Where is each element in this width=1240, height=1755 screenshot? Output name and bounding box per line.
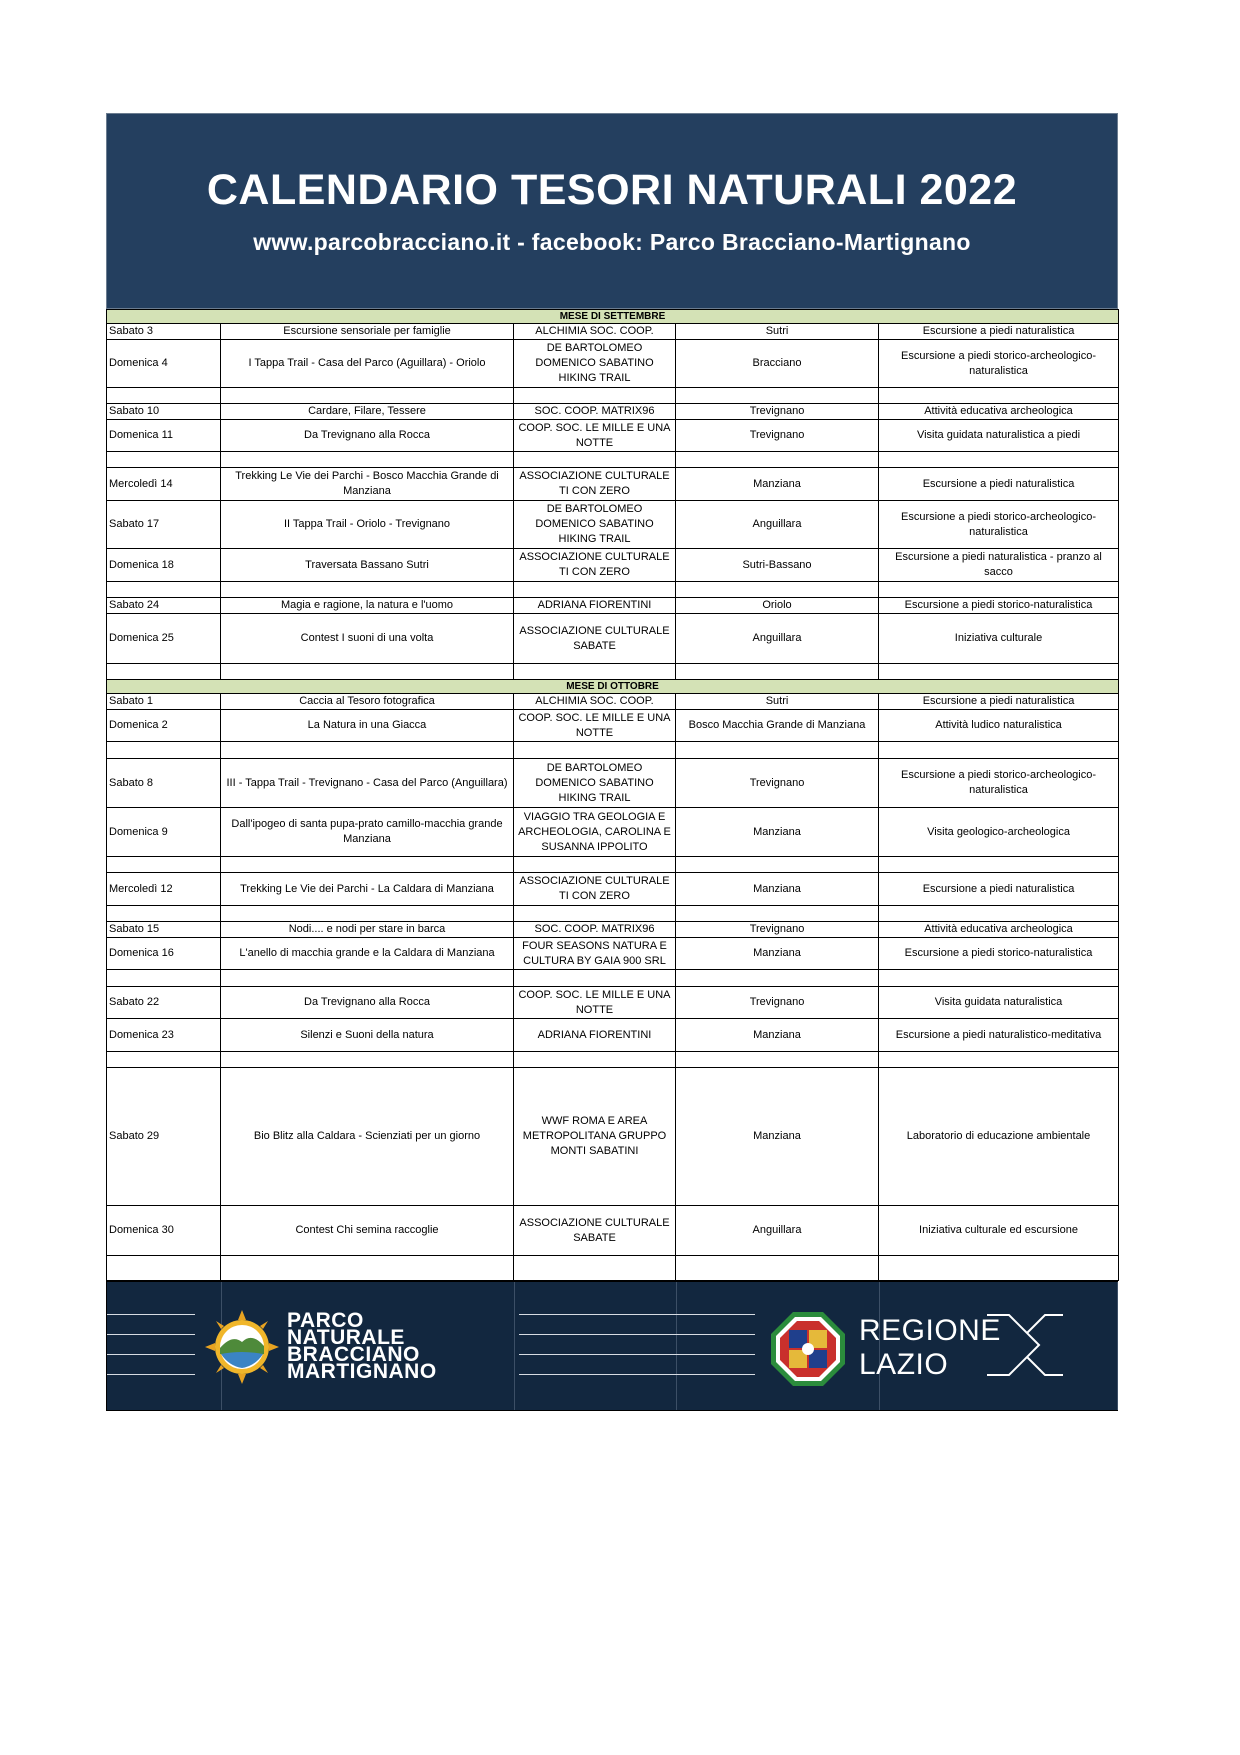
- event-organizer-cell: ADRIANA FIORENTINI: [514, 1019, 676, 1052]
- event-place-cell: Manziana: [676, 1019, 879, 1052]
- calendar-sheet: [106, 113, 1118, 1411]
- event-organizer-cell: COOP. SOC. LE MILLE E UNA NOTTE: [514, 987, 676, 1019]
- event-type-cell: [879, 970, 1119, 987]
- spacer-row: [107, 452, 1119, 468]
- event-title-cell: [221, 452, 514, 468]
- event-place-cell: Anguillara: [676, 614, 879, 664]
- event-day-cell: Domenica 11: [107, 420, 221, 452]
- event-day-cell: [107, 664, 221, 680]
- spacer-row: [107, 1256, 1119, 1281]
- event-organizer-cell: [514, 742, 676, 759]
- event-place-cell: [676, 970, 879, 987]
- table-row: [107, 1019, 1119, 1052]
- event-title-cell: Contest Chi semina raccoglie: [221, 1206, 514, 1256]
- spacer-row: [107, 970, 1119, 987]
- event-organizer-cell: ASSOCIAZIONE CULTURALE TI CON ZERO: [514, 468, 676, 501]
- title-banner: [106, 113, 1118, 309]
- event-day-cell: Sabato 1: [107, 694, 221, 710]
- event-title-cell: III - Tappa Trail - Trevignano - Casa del Parco (Anguillara): [221, 759, 514, 808]
- event-place-cell: Sutri: [676, 324, 879, 340]
- event-organizer-cell: [514, 1052, 676, 1068]
- event-type-cell: Escursione a piedi naturalistica: [879, 468, 1119, 501]
- event-type-cell: [879, 857, 1119, 873]
- event-day-cell: Domenica 23: [107, 1019, 221, 1052]
- table-row: [107, 404, 1119, 420]
- event-title-cell: [221, 1052, 514, 1068]
- event-day-cell: Sabato 29: [107, 1068, 221, 1206]
- spacer-row: [107, 664, 1119, 680]
- event-organizer-cell: SOC. COOP. MATRIX96: [514, 404, 676, 420]
- event-place-cell: Manziana: [676, 873, 879, 906]
- month-header-row: [107, 680, 1119, 694]
- month-header-row: [107, 310, 1119, 324]
- page-subtitle: www.parcobracciano.it - facebook: Parco Bracciano-Martignano: [253, 229, 971, 255]
- event-organizer-cell: ASSOCIAZIONE CULTURALE SABATE: [514, 614, 676, 664]
- event-type-cell: Escursione a piedi storico-archeologico-naturalistica: [879, 759, 1119, 808]
- table-row: [107, 501, 1119, 549]
- event-title-cell: Escursione sensoriale per famiglie: [221, 324, 514, 340]
- event-place-cell: Trevignano: [676, 987, 879, 1019]
- event-title-cell: Nodi.... e nodi per stare in barca: [221, 922, 514, 938]
- event-place-cell: [676, 664, 879, 680]
- event-title-cell: Bio Blitz alla Caldara - Scienziati per un giorno: [221, 1068, 514, 1206]
- event-title-cell: [221, 742, 514, 759]
- table-row: [107, 598, 1119, 614]
- table-row: [107, 710, 1119, 742]
- event-day-cell: [107, 452, 221, 468]
- event-day-cell: Domenica 16: [107, 938, 221, 970]
- event-organizer-cell: [514, 452, 676, 468]
- event-place-cell: Trevignano: [676, 404, 879, 420]
- event-organizer-cell: ASSOCIAZIONE CULTURALE TI CON ZERO: [514, 873, 676, 906]
- region-crest-logo-icon: [769, 1310, 847, 1388]
- event-day-cell: [107, 742, 221, 759]
- table-row: [107, 324, 1119, 340]
- event-day-cell: [107, 857, 221, 873]
- event-day-cell: [107, 582, 221, 598]
- event-day-cell: Mercoledì 14: [107, 468, 221, 501]
- event-place-cell: [676, 388, 879, 404]
- table-row: [107, 549, 1119, 582]
- event-type-cell: [879, 1256, 1119, 1281]
- event-type-cell: Iniziativa culturale ed escursione: [879, 1206, 1119, 1256]
- event-type-cell: Escursione a piedi naturalistica: [879, 694, 1119, 710]
- event-title-cell: [221, 857, 514, 873]
- event-title-cell: II Tappa Trail - Oriolo - Trevignano: [221, 501, 514, 549]
- event-day-cell: Mercoledì 12: [107, 873, 221, 906]
- event-title-cell: Magia e ragione, la natura e l'uomo: [221, 598, 514, 614]
- event-day-cell: Domenica 9: [107, 808, 221, 857]
- event-type-cell: Escursione a piedi naturalistica: [879, 324, 1119, 340]
- event-place-cell: Trevignano: [676, 759, 879, 808]
- event-day-cell: Domenica 4: [107, 340, 221, 388]
- spacer-row: [107, 1052, 1119, 1068]
- event-day-cell: Sabato 17: [107, 501, 221, 549]
- event-title-cell: Silenzi e Suoni della natura: [221, 1019, 514, 1052]
- spacer-row: [107, 857, 1119, 873]
- page-title: CALENDARIO TESORI NATURALI 2022: [206, 166, 1018, 214]
- event-title-cell: [221, 582, 514, 598]
- event-day-cell: Sabato 10: [107, 404, 221, 420]
- spacer-row: [107, 388, 1119, 404]
- event-day-cell: Sabato 3: [107, 324, 221, 340]
- event-day-cell: [107, 1052, 221, 1068]
- event-organizer-cell: [514, 857, 676, 873]
- event-day-cell: [107, 1256, 221, 1281]
- event-type-cell: [879, 906, 1119, 922]
- event-type-cell: Escursione a piedi storico-archeologico-naturalistica: [879, 340, 1119, 388]
- month-label: MESE DI SETTEMBRE: [107, 310, 1119, 324]
- event-day-cell: Sabato 22: [107, 987, 221, 1019]
- event-day-cell: [107, 388, 221, 404]
- event-organizer-cell: ADRIANA FIORENTINI: [514, 598, 676, 614]
- event-place-cell: [676, 857, 879, 873]
- event-place-cell: Manziana: [676, 468, 879, 501]
- month-label: MESE DI OTTOBRE: [107, 680, 1119, 694]
- park-sun-logo-icon: [205, 1310, 279, 1384]
- event-place-cell: Anguillara: [676, 501, 879, 549]
- region-x-mark-icon: [987, 1312, 1063, 1378]
- event-type-cell: Escursione a piedi storico-naturalistica: [879, 598, 1119, 614]
- event-title-cell: Contest I suoni di una volta: [221, 614, 514, 664]
- event-title-cell: Trekking Le Vie dei Parchi - La Caldara di Manziana: [221, 873, 514, 906]
- event-day-cell: Domenica 25: [107, 614, 221, 664]
- event-title-cell: Dall'ipogeo di santa pupa-prato camillo-macchia grande Manziana: [221, 808, 514, 857]
- event-place-cell: Manziana: [676, 1068, 879, 1206]
- event-place-cell: [676, 742, 879, 759]
- event-organizer-cell: [514, 906, 676, 922]
- event-type-cell: Escursione a piedi storico-archeologico-naturalistica: [879, 501, 1119, 549]
- event-organizer-cell: ASSOCIAZIONE CULTURALE SABATE: [514, 1206, 676, 1256]
- event-place-cell: [676, 906, 879, 922]
- table-row: [107, 759, 1119, 808]
- event-type-cell: Visita guidata naturalistica: [879, 987, 1119, 1019]
- event-organizer-cell: VIAGGIO TRA GEOLOGIA E ARCHEOLOGIA, CAROLINA E SUSANNA IPPOLITO: [514, 808, 676, 857]
- event-type-cell: Attività ludico naturalistica: [879, 710, 1119, 742]
- event-organizer-cell: [514, 1256, 676, 1281]
- event-type-cell: Escursione a piedi naturalistica: [879, 873, 1119, 906]
- event-place-cell: [676, 1052, 879, 1068]
- event-title-cell: Trekking Le Vie dei Parchi - Bosco Macchia Grande di Manziana: [221, 468, 514, 501]
- event-type-cell: [879, 664, 1119, 680]
- footer-banner: [106, 1281, 1118, 1411]
- event-place-cell: Oriolo: [676, 598, 879, 614]
- event-title-cell: Traversata Bassano Sutri: [221, 549, 514, 582]
- event-place-cell: Sutri: [676, 694, 879, 710]
- event-organizer-cell: FOUR SEASONS NATURA E CULTURA BY GAIA 900 SRL: [514, 938, 676, 970]
- event-place-cell: Trevignano: [676, 922, 879, 938]
- table-row: [107, 922, 1119, 938]
- event-place-cell: Bosco Macchia Grande di Manziana: [676, 710, 879, 742]
- event-place-cell: [676, 452, 879, 468]
- table-row: [107, 1206, 1119, 1256]
- table-row: [107, 468, 1119, 501]
- event-day-cell: Domenica 30: [107, 1206, 221, 1256]
- event-type-cell: Escursione a piedi storico-naturalistica: [879, 938, 1119, 970]
- event-type-cell: [879, 452, 1119, 468]
- event-organizer-cell: DE BARTOLOMEO DOMENICO SABATINO HIKING TRAIL: [514, 501, 676, 549]
- event-type-cell: [879, 742, 1119, 759]
- event-type-cell: [879, 388, 1119, 404]
- event-place-cell: Manziana: [676, 808, 879, 857]
- event-type-cell: Iniziativa culturale: [879, 614, 1119, 664]
- event-title-cell: Cardare, Filare, Tessere: [221, 404, 514, 420]
- event-title-cell: La Natura in una Giacca: [221, 710, 514, 742]
- event-type-cell: Visita guidata naturalistica a piedi: [879, 420, 1119, 452]
- event-day-cell: Sabato 24: [107, 598, 221, 614]
- event-type-cell: [879, 582, 1119, 598]
- event-organizer-cell: [514, 582, 676, 598]
- event-organizer-cell: ALCHIMIA SOC. COOP.: [514, 694, 676, 710]
- spacer-row: [107, 742, 1119, 759]
- event-day-cell: Domenica 2: [107, 710, 221, 742]
- event-title-cell: [221, 664, 514, 680]
- event-place-cell: Sutri-Bassano: [676, 549, 879, 582]
- event-day-cell: [107, 906, 221, 922]
- event-organizer-cell: SOC. COOP. MATRIX96: [514, 922, 676, 938]
- event-place-cell: [676, 1256, 879, 1281]
- event-day-cell: Sabato 8: [107, 759, 221, 808]
- event-day-cell: Sabato 15: [107, 922, 221, 938]
- table-row: [107, 987, 1119, 1019]
- event-type-cell: Attività educativa archeologica: [879, 404, 1119, 420]
- table-row: [107, 1068, 1119, 1206]
- event-title-cell: L'anello di macchia grande e la Caldara di Manziana: [221, 938, 514, 970]
- event-title-cell: [221, 1256, 514, 1281]
- event-title-cell: Caccia al Tesoro fotografica: [221, 694, 514, 710]
- table-row: [107, 614, 1119, 664]
- event-type-cell: [879, 1052, 1119, 1068]
- spacer-row: [107, 906, 1119, 922]
- event-organizer-cell: DE BARTOLOMEO DOMENICO SABATINO HIKING TRAIL: [514, 340, 676, 388]
- event-title-cell: I Tappa Trail - Casa del Parco (Aguillara) - Oriolo: [221, 340, 514, 388]
- event-organizer-cell: WWF ROMA E AREA METROPOLITANA GRUPPO MONTI SABATINI: [514, 1068, 676, 1206]
- event-day-cell: Domenica 18: [107, 549, 221, 582]
- event-title-cell: [221, 388, 514, 404]
- event-title-cell: Da Trevignano alla Rocca: [221, 987, 514, 1019]
- event-organizer-cell: COOP. SOC. LE MILLE E UNA NOTTE: [514, 420, 676, 452]
- events-table: [106, 309, 1119, 1281]
- event-organizer-cell: COOP. SOC. LE MILLE E UNA NOTTE: [514, 710, 676, 742]
- table-row: [107, 420, 1119, 452]
- event-type-cell: Escursione a piedi naturalistico-meditativa: [879, 1019, 1119, 1052]
- event-place-cell: Anguillara: [676, 1206, 879, 1256]
- event-day-cell: [107, 970, 221, 987]
- event-title-cell: [221, 970, 514, 987]
- event-organizer-cell: ASSOCIAZIONE CULTURALE TI CON ZERO: [514, 549, 676, 582]
- event-organizer-cell: [514, 970, 676, 987]
- spacer-row: [107, 582, 1119, 598]
- table-row: [107, 694, 1119, 710]
- event-organizer-cell: ALCHIMIA SOC. COOP.: [514, 324, 676, 340]
- event-place-cell: Trevignano: [676, 420, 879, 452]
- event-type-cell: Laboratorio di educazione ambientale: [879, 1068, 1119, 1206]
- event-type-cell: Attività educativa archeologica: [879, 922, 1119, 938]
- event-title-cell: [221, 906, 514, 922]
- event-place-cell: [676, 582, 879, 598]
- event-organizer-cell: DE BARTOLOMEO DOMENICO SABATINO HIKING TRAIL: [514, 759, 676, 808]
- table-row: [107, 938, 1119, 970]
- event-type-cell: Visita geologico-archeologica: [879, 808, 1119, 857]
- event-type-cell: Escursione a piedi naturalistica - pranzo al sacco: [879, 549, 1119, 582]
- table-row: [107, 340, 1119, 388]
- event-place-cell: Bracciano: [676, 340, 879, 388]
- table-row: [107, 873, 1119, 906]
- region-logo-text: REGIONE LAZIO: [859, 1314, 1001, 1381]
- event-organizer-cell: [514, 388, 676, 404]
- event-title-cell: Da Trevignano alla Rocca: [221, 420, 514, 452]
- event-organizer-cell: [514, 664, 676, 680]
- event-place-cell: Manziana: [676, 938, 879, 970]
- table-row: [107, 808, 1119, 857]
- park-logo-text: PARCO NATURALE BRACCIANO MARTIGNANO: [287, 1309, 437, 1383]
